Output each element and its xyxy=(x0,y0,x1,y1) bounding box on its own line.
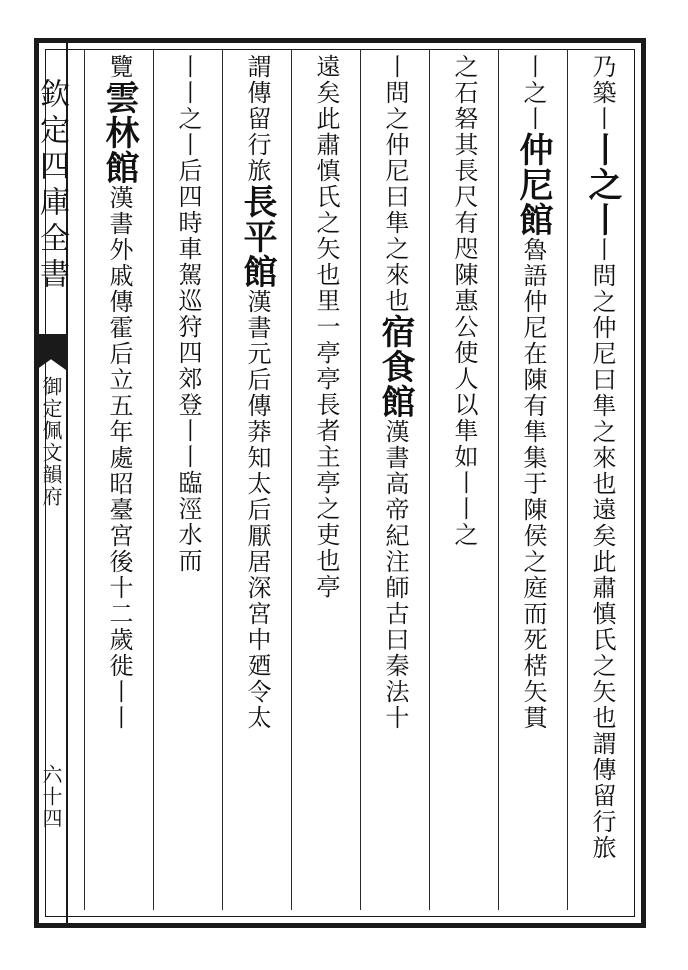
text-column xyxy=(291,50,360,910)
entry-text: 覽 xyxy=(105,54,133,80)
entry-text: 之石砮其長尺有咫陳惠公使人以隼如丨丨之 xyxy=(450,54,478,548)
margin-column xyxy=(34,38,68,928)
entry-text: 丨之丨 xyxy=(519,54,547,132)
entry-headword: 宿食館 xyxy=(375,314,415,419)
text-column xyxy=(84,50,153,910)
entry-text: 謂傳留行旅 xyxy=(243,54,271,184)
entry-text: 里一亭亭長者主亭之吏也亭 xyxy=(312,288,340,600)
entry-headword: 仲尼館 xyxy=(513,132,553,237)
fish-tail-mark-icon xyxy=(36,334,66,370)
text-column xyxy=(360,50,429,910)
text-column xyxy=(222,50,291,910)
entry-text: 漢書元后傳莽知太后厭居深宮中廼令太 xyxy=(243,289,271,731)
entry-text: 丨問之仲尼曰隼之來也 xyxy=(381,54,409,314)
entry-text: 丨問之仲尼曰隼之來也 xyxy=(588,237,616,497)
text-column xyxy=(153,50,222,910)
entry-text: 后四時車駕巡狩四郊登丨丨臨涇水而 xyxy=(174,158,202,574)
book-title: 欽定四庫全書 xyxy=(34,78,69,294)
text-column xyxy=(429,50,498,910)
text-column xyxy=(70,50,84,910)
text-column xyxy=(498,50,567,910)
entry-headword: 雲林館 xyxy=(99,80,139,185)
entry-text: 乃築丨 xyxy=(588,54,616,132)
entry-text: 謂傳留行旅 xyxy=(588,731,616,861)
page-number: 六十四 xyxy=(39,764,63,830)
entry-text: 漢書外戚傳霍后立五年處昭臺宮後十二歲徙丨丨 xyxy=(105,185,133,731)
text-body xyxy=(70,50,636,916)
entry-text: 漢書高帝紀注師古曰秦法十 xyxy=(381,419,409,731)
entry-text: 丨丨之丨 xyxy=(174,54,202,158)
text-column xyxy=(567,50,636,910)
entry-text: 遠矣此肅慎氏之矢也 xyxy=(588,497,616,731)
entry-headword: 丨之丨 xyxy=(582,132,622,237)
entry-text: 遠矣此肅慎氏之矢也 xyxy=(312,54,340,288)
entry-text: 魯語仲尼在陳有隼集于陳侯之庭而死楛矢貫 xyxy=(519,237,547,731)
entry-headword: 長平館 xyxy=(237,184,277,289)
volume-title: 御定佩文韻府 xyxy=(39,376,63,508)
